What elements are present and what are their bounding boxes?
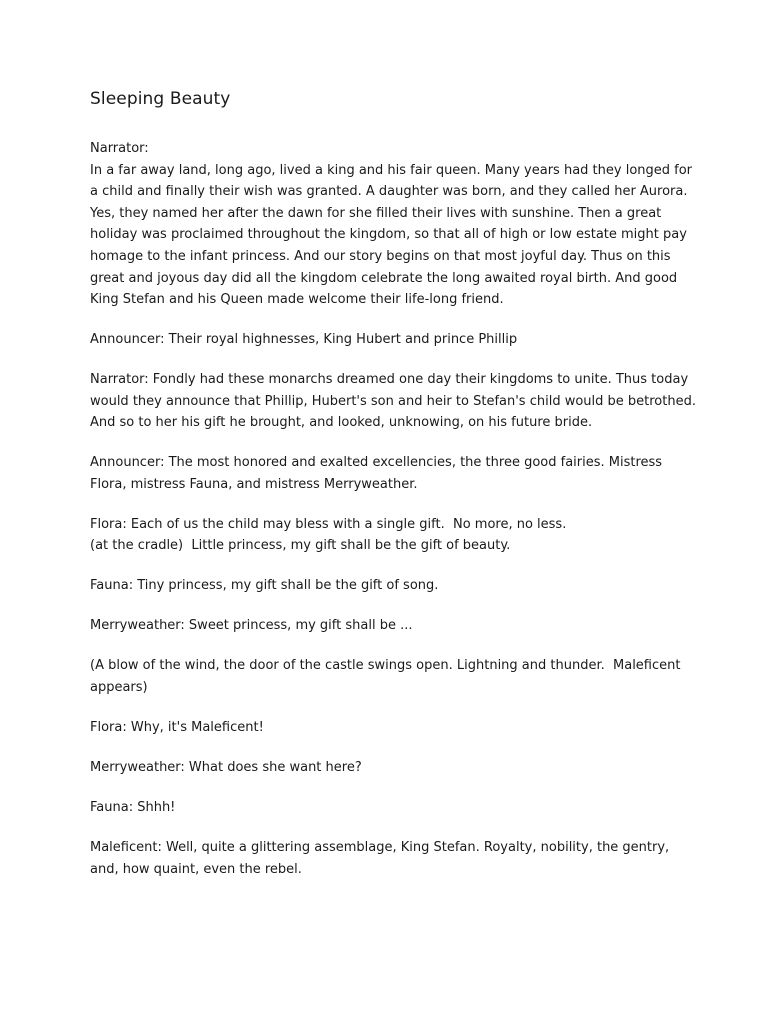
text-line: Fauna: Tiny princess, my gift shall be the gift of song. [90,578,439,594]
text-line: Maleficent: Well, quite a glittering assemblage, King Stefan. Royalty, nobility, the gentry, [90,839,670,855]
text-line: (at the cradle) Little princess, my gift shall be the gift of beauty. [90,538,511,554]
text-line: great and joyous day did all the kingdom celebrate the long awaited royal birth. And good [90,270,678,286]
text-line: Fauna: Shhh! [90,799,176,815]
script-paragraph [90,655,690,698]
text-line: would they announce that Phillip, Hubert's son and heir to Stefan's child would be betrothed. [90,393,696,409]
script-paragraph [90,615,690,637]
document-title: Sleeping Beauty [90,89,231,109]
script-paragraph [90,837,690,880]
text-line: Narrator: Fondly had these monarchs dreamed one day their kingdoms to unite. Thus today [90,372,689,388]
text-line: Flora: Each of us the child may bless with a single gift. No more, no less. [90,516,567,532]
script-paragraph [90,575,690,597]
text-line: Merryweather: Sweet princess, my gift shall be ... [90,618,413,634]
text-line: Announcer: The most honored and exalted excellencies, the three good fairies. Mistress [90,455,663,471]
text-line: a child and finally their wish was granted. A daughter was born, and they called her Aurora. [90,184,688,200]
script-paragraph [90,717,690,739]
script-paragraph [90,329,690,351]
script-paragraph [90,797,690,819]
paragraph-list [90,138,696,880]
text-line: Narrator: [90,141,149,156]
script-paragraph [90,138,693,311]
text-line: and, how quaint, even the rebel. [90,861,302,877]
text-line: And so to her his gift he brought, and looked, unknowing, on his future bride. [90,415,593,431]
text-line: appears) [90,680,148,696]
script-paragraph [90,452,690,495]
script-paragraph [90,514,690,557]
script-paragraph [90,757,690,779]
text-line: Merryweather: What does she want here? [90,759,362,775]
text-line: Announcer: Their royal highnesses, King Hubert and prince Phillip [90,332,518,348]
document-body [90,86,696,899]
text-line: homage to the infant princess. And our story begins on that most joyful day. Thus on this [90,248,671,264]
text-line: In a far away land, long ago, lived a king and his fair queen. Many years had they longed for [90,162,693,178]
text-line: Flora, mistress Fauna, and mistress Merryweather. [90,476,418,492]
text-line: (A blow of the wind, the door of the castle swings open. Lightning and thunder. Maleficent [90,658,681,674]
script-paragraph [90,369,696,434]
text-line: Yes, they named her after the dawn for she filled their lives with sunshine. Then a great [90,205,662,221]
text-line: holiday was proclaimed throughout the kingdom, so that all of high or low estate might pay [90,227,687,243]
text-line: Flora: Why, it's Maleficent! [90,720,264,735]
text-line: King Stefan and his Queen made welcome their life-long friend. [90,292,504,308]
